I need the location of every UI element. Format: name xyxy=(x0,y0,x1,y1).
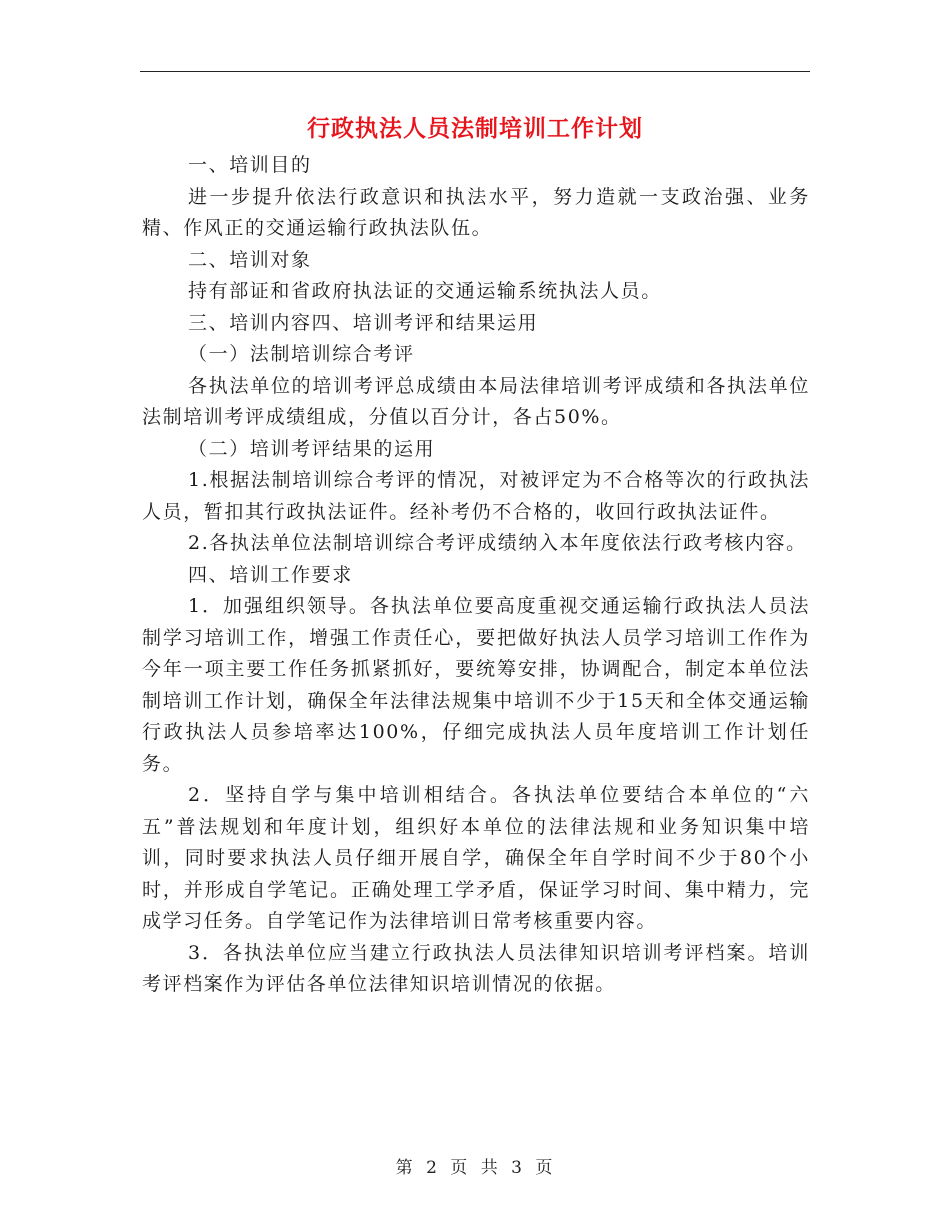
footer-page-word: 页 xyxy=(450,1158,470,1178)
page-footer xyxy=(0,1153,950,1178)
document-body xyxy=(142,150,810,1001)
header-rule xyxy=(140,71,810,72)
subheading-evaluation-results: （二）培训考评结果的运用 xyxy=(188,437,436,460)
footer-total-word: 共 xyxy=(480,1158,500,1178)
paragraph-targets: 持有部证和省政府执法证的交通运输系统执法人员。 xyxy=(188,280,662,302)
footer-suffix: 页 xyxy=(535,1158,555,1178)
list-item-requirement-3: 3．各执法单位应当建立行政执法人员法律知识培训考评档案。培训考评档案作为评估各单位法律知识培训情况的依据。 xyxy=(142,941,810,995)
heading-purpose: 一、培训目的 xyxy=(188,154,312,176)
footer-total-pages: 3 xyxy=(511,1158,524,1178)
paragraph-purpose: 进一步提升依法行政意识和执法水平，努力造就一支政治强、业务精、作风正的交通运输行政执法队伍。 xyxy=(142,185,810,239)
heading-content-evaluation: 三、培训内容四、培训考评和结果运用 xyxy=(188,311,539,334)
list-item-result-2: 2.各执法单位法制培训综合考评成绩纳入本年度依法行政考核内容。 xyxy=(188,532,807,554)
list-item-requirement-1: 1．加强组织领导。各执法单位要高度重视交通运输行政执法人员法制学习培训工作，增强工作责任心，要把做好执法人员学习培训工作作为今年一项主要工作任务抓紧抓好，要统筹安排，协调配合，制定本单位法制培训工作计划，确保全年法律法规集中培训不少于15天和全体交通运输行政执法人员参培率达100%，仔细完成执法人员年度培训工作计划任务。 xyxy=(142,595,810,775)
heading-targets: 二、培训对象 xyxy=(188,248,312,271)
document-title: 行政执法人员法制培训工作计划 xyxy=(307,116,643,142)
paragraph-evaluation-scoring: 各执法单位的培训考评总成绩由本局法律培训考评成绩和各执法单位法制培训考评成绩组成，分值以百分计，各占50%。 xyxy=(142,374,810,428)
heading-work-requirements: 四、培训工作要求 xyxy=(188,563,353,586)
footer-page-number: 2 xyxy=(426,1158,439,1178)
list-item-requirement-2: 2．坚持自学与集中培训相结合。各执法单位要结合本单位的“六五”普法规划和年度计划，组织好本单位的法律法规和业务知识集中培训，同时要求执法人员仔细开展自学，确保全年自学时间不少于80个小时，并形成自学笔记。正确处理工学矛盾，保证学习时间、集中精力，完成学习任务。自学笔记作为法律培训日常考核重要内容。 xyxy=(142,784,810,932)
list-item-result-1: 1.根据法制培训综合考评的情况，对被评定为不合格等次的行政执法人员，暂扣其行政执法证件。经补考仍不合格的，收回行政执法证件。 xyxy=(142,469,810,523)
subheading-comprehensive-evaluation: （一）法制培训综合考评 xyxy=(188,343,415,365)
footer-prefix: 第 xyxy=(395,1158,415,1178)
